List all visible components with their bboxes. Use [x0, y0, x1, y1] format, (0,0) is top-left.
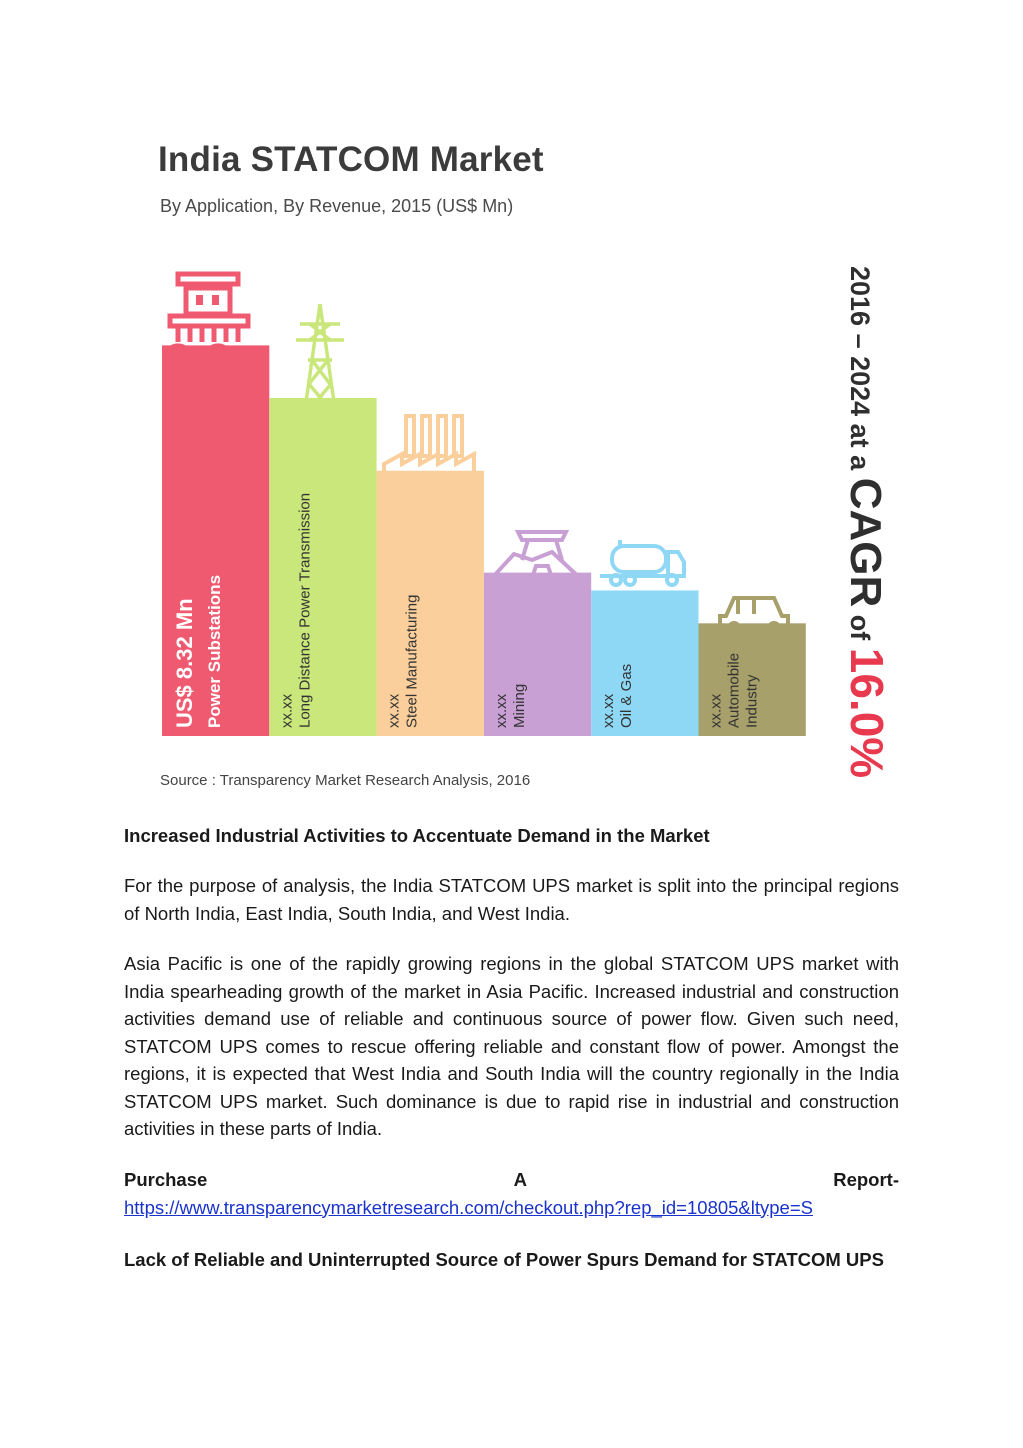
bar-category-label: Automobile [725, 652, 743, 728]
purchase-a-word: A [513, 1169, 527, 1190]
tanker-truck-icon [600, 540, 684, 585]
bar-value-label: xx.xx [492, 693, 510, 728]
bar-value-label: US$ 8.32 Mn [172, 598, 197, 728]
chart-subtitle: By Application, By Revenue, 2015 (US$ Mn) [160, 196, 514, 216]
bar-value-label: xx.xx [278, 693, 296, 728]
bar-category-label: Long Distance Power Transmission [296, 492, 314, 728]
cagr-prefix: 2016 – 2024 at a [845, 266, 875, 478]
mining-icon [492, 532, 580, 578]
paragraph-regions: For the purpose of analysis, the India STATCOM UPS market is split into the principal regions of North India, East India, South India, and West India. [124, 875, 899, 924]
bar-category-label: Mining [510, 683, 528, 728]
bar-long-distance-power-transmission [269, 398, 376, 736]
purchase-report-word: Report- [833, 1169, 899, 1190]
cagr-of: of [845, 607, 875, 648]
paragraph-asia-pacific: Asia Pacific is one of the rapidly growing regions in the global STATCOM UPS market with India spearheading growth of the market in Asia Pacific. Increased industrial and construction activities demand use of reliable and continuous source of power flow. Given such need, STATCOM UPS comes to rescue offering reliable and constant flow of power. Amongst the regions, it is expected that West India and South India will the country regionally in the India STATCOM UPS market. Such dominance is due to rapid rise in industrial and construction activities in these parts of India. [124, 953, 899, 1139]
cagr-word: CAGR [841, 477, 890, 608]
heading-industrial-activities: Increased Industrial Activities to Accentuate Demand in the Market [124, 825, 710, 846]
car-icon [720, 598, 788, 633]
purchase-block [124, 1166, 899, 1221]
bar-value-label: xx.xx [600, 693, 618, 728]
purchase-row [124, 1166, 899, 1194]
bar-category-label: Oil & Gas [618, 663, 636, 728]
para-block-1 [124, 872, 899, 927]
para-block-2 [124, 950, 899, 1143]
cagr-value: 16.0% [841, 647, 893, 779]
chart-source: Source : Transparency Market Research Analysis, 2016 [160, 772, 531, 789]
bar-value-label: xx.xx [385, 693, 403, 728]
purchase-report-link[interactable]: https://www.transparencymarketresearch.com/checkout.php?rep_id=10805&ltype=S [124, 1196, 813, 1218]
bar-category-label: Industry [743, 674, 761, 728]
bar-category-label: Power Substations [205, 574, 224, 728]
heading-power-demand: Lack of Reliable and Uninterrupted Source of Power Spurs Demand for STATCOM UPS [124, 1249, 884, 1270]
bar-value-label: xx.xx [707, 693, 725, 728]
doc-section [124, 822, 899, 850]
bar-category-label: Steel Manufacturing [403, 594, 421, 728]
cagr-annotation [841, 266, 893, 778]
chart-title: India STATCOM Market [158, 140, 544, 179]
heading-block-2 [124, 1246, 899, 1274]
purchase-word: Purchase [124, 1169, 208, 1190]
